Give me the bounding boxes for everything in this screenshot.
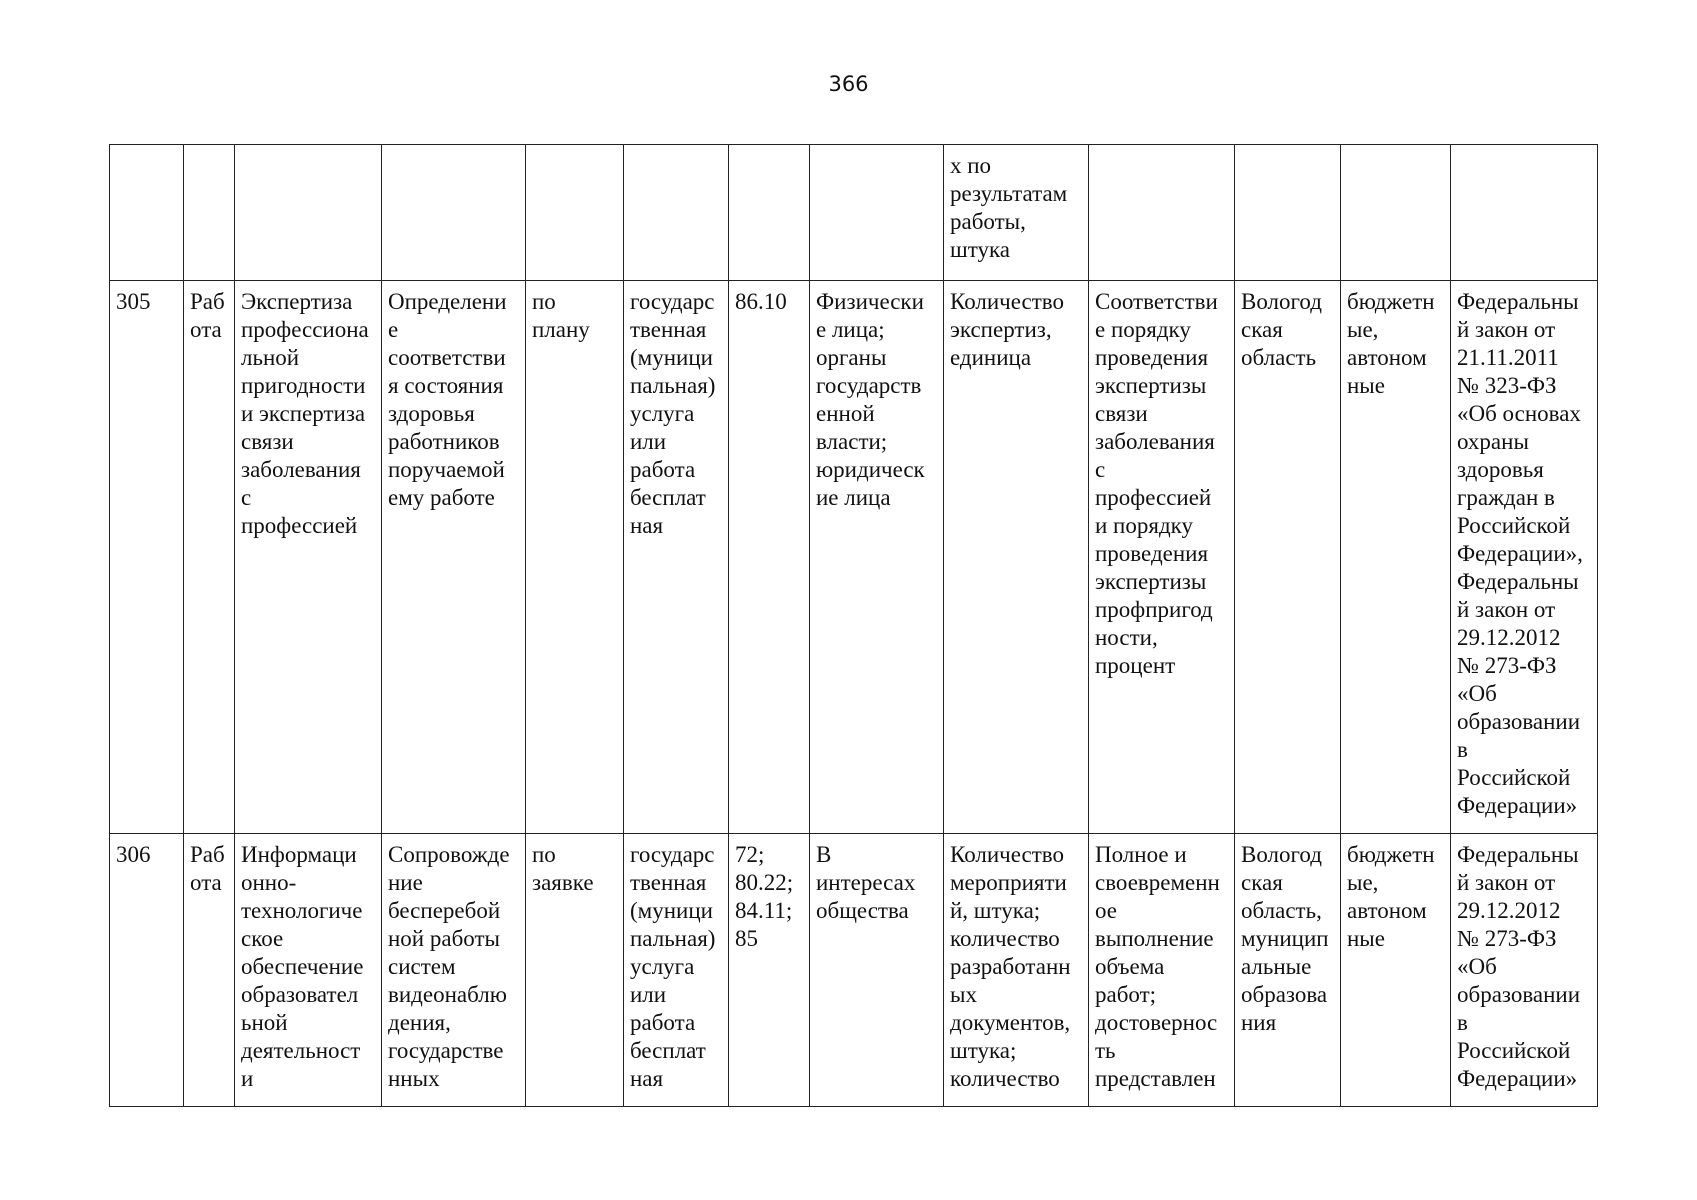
row-name: Информаци онно- технологиче ское обеспечение образовател ьной деятельност и <box>235 834 382 1107</box>
table-cell <box>624 145 729 281</box>
table-cell <box>1341 145 1451 281</box>
table-cell <box>184 145 235 281</box>
row-condition: по заявке <box>526 834 624 1107</box>
table-cell <box>526 145 624 281</box>
row-volume: Количество мероприяти й, штука; количество разработанн ых документов, штука; количество <box>944 834 1089 1107</box>
volume-text: х по результатам работы, штука <box>950 153 1068 262</box>
row-type: Раб ота <box>184 834 235 1107</box>
row-okved: 72; 80.22; 84.11; 85 <box>729 834 810 1107</box>
row-institutions: бюджетн ые, автоном ные <box>1341 834 1451 1107</box>
row-type: Раб ота <box>184 281 235 834</box>
table-cell <box>382 145 526 281</box>
table-cell <box>110 145 184 281</box>
row-consumers: В интересах общества <box>810 834 944 1107</box>
table-row <box>110 281 1598 834</box>
table-cell <box>1451 145 1598 281</box>
row-number: 306 <box>110 834 184 1107</box>
row-status: государс твенная (муници пальная) услуга или работа бесплат ная <box>624 281 729 834</box>
row-territory: Вологод ская область <box>1235 281 1341 834</box>
row-quality: Соответстви е порядку проведения экспертизы связи заболевания с профессией и порядку проведения экспертизы профпригод ности, процент <box>1089 281 1235 834</box>
row-quality: Полное и своевременн ое выполнение объема работ; достовернос ть представлен <box>1089 834 1235 1107</box>
row-consumers: Физически е лица; органы государств енной власти; юридическ ие лица <box>810 281 944 834</box>
row-territory: Вологод ская область, муницип альные образова ния <box>1235 834 1341 1107</box>
page-number: 366 <box>828 72 869 96</box>
table-cell <box>235 145 382 281</box>
row-law: Федеральны й закон от 29.12.2012 № 273-ФЗ «Об образовании в Российской Федерации» <box>1451 834 1598 1107</box>
row-number: 305 <box>110 281 184 834</box>
row-content: Сопровожде ние бесперебой ной работы систем видеонаблю дения, государстве нных <box>382 834 526 1107</box>
table-cell-volume <box>944 145 1089 281</box>
table-row <box>110 834 1598 1107</box>
row-name: Экспертиза профессиона льной пригодности и экспертиза связи заболевания с профессией <box>235 281 382 834</box>
row-institutions: бюджетн ые, автоном ные <box>1341 281 1451 834</box>
row-condition: по плану <box>526 281 624 834</box>
row-law: Федеральны й закон от 21.11.2011 № 323-ФЗ «Об основах охраны здоровья граждан в Российской Федерации», Федеральны й закон от 29.12.2012 № 273-ФЗ «Об образовании в Российской Федерации» <box>1451 281 1598 834</box>
table-row-continuation <box>110 145 1598 281</box>
table-cell <box>1235 145 1341 281</box>
row-volume: Количество экспертиз, единица <box>944 281 1089 834</box>
table-cell <box>810 145 944 281</box>
services-register-table <box>109 144 1598 1107</box>
row-okved: 86.10 <box>729 281 810 834</box>
row-content: Определени е соответстви я состояния здоровья работников поручаемой ему работе <box>382 281 526 834</box>
table-cell <box>729 145 810 281</box>
row-status: государс твенная (муници пальная) услуга или работа бесплат ная <box>624 834 729 1107</box>
table-cell <box>1089 145 1235 281</box>
